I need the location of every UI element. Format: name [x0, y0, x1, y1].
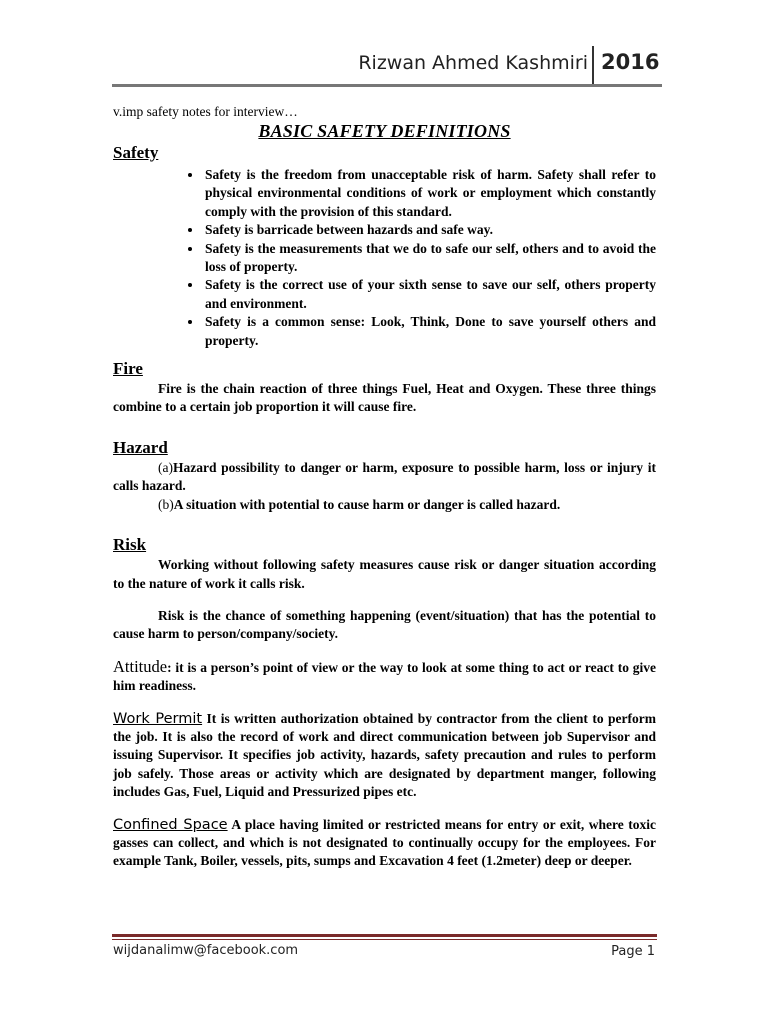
fire-text: Fire is the chain reaction of three things Fuel, Heat and Oxygen. These three things combine to a certain job proportion it will cause fire. [113, 381, 656, 415]
safety-bullet: • Safety is a common sense: Look, Think, Done to save yourself others and property. [203, 313, 656, 350]
risk-heading: Risk [113, 535, 147, 555]
hazard-definition-b [113, 496, 656, 514]
header-author: Rizwan Ahmed Kashmiri [358, 52, 588, 74]
header-rule [112, 84, 662, 87]
document-title: BASIC SAFETY DEFINITIONS [258, 121, 511, 141]
confined-space-heading: Confined Space [113, 816, 228, 833]
header-divider [592, 46, 594, 86]
confined-space-paragraph [113, 816, 656, 871]
hazard-b-text: A situation with potential to cause harm or danger is called hazard. [173, 496, 561, 512]
footer-rule-thin [112, 939, 657, 940]
confined-space-text: A place having limited or restricted means for entry or exit, where toxic gasses can collect, and which is not designated to continually occupy for the employees. For example Tank, Boiler, vessels, pits, sumps and Excavation 4 feet (1.2meter) deep or deeper. [113, 816, 656, 869]
footer-email: wijdanalimw@facebook.com [113, 943, 299, 958]
page-number: Page 1 [611, 944, 655, 959]
fire-heading: Fire [113, 359, 143, 379]
hazard-definition-a [113, 459, 656, 496]
work-permit-heading: Work Permit [113, 710, 203, 727]
attitude-heading: Attitude [113, 656, 168, 676]
risk-text-1: Working without following safety measures cause risk or danger situation according to the nature of work it calls risk. [113, 557, 656, 591]
attitude-paragraph [113, 658, 656, 696]
safety-bullet-list [113, 166, 656, 350]
hazard-a-text: Hazard possibility to danger or harm, exposure to possible harm, loss or injury it calls hazard. [113, 459, 656, 494]
footer-rule [112, 934, 657, 937]
safety-heading: Safety [113, 143, 159, 162]
safety-bullet: • Safety is barricade between hazards and safe way. [203, 221, 656, 239]
attitude-text: : it is a person’s point of view or the way to look at some thing to act or react to give him readiness. [113, 659, 656, 694]
hazard-b-label: (b) [158, 496, 174, 512]
safety-bullet: • Safety is the freedom from unacceptable risk of harm. Safety shall refer to physical environmental conditions of work or employment which constantly comply with the provision of this standard. [203, 166, 656, 221]
interview-note: v.imp safety notes for interview… [113, 104, 298, 119]
hazard-heading: Hazard [113, 437, 168, 457]
safety-bullet: • Safety is the measurements that we do to safe our self, others and to avoid the loss of property. [203, 240, 656, 277]
work-permit-paragraph [113, 710, 656, 802]
work-permit-text: It is written authorization obtained by contractor from the client to perform the job. It is also the record of work and direct communication between job Supervisor and issuing Supervisor. It specifies job activity, hazards, safety precaution and rules to perform job safely. Those areas or activity which are designated by department manger, following includes Gas, Fuel, Liquid and Pressurized pipes etc. [113, 710, 656, 800]
risk-text-2: Risk is the chance of something happening (event/situation) that has the potential to cause harm to person/company/society. [113, 607, 656, 642]
safety-bullet: • Safety is the correct use of your sixth sense to save our self, others property and environment. [203, 276, 656, 313]
hazard-a-label: (a) [158, 459, 173, 475]
document-body [113, 104, 656, 871]
header-year: 2016 [601, 50, 660, 74]
